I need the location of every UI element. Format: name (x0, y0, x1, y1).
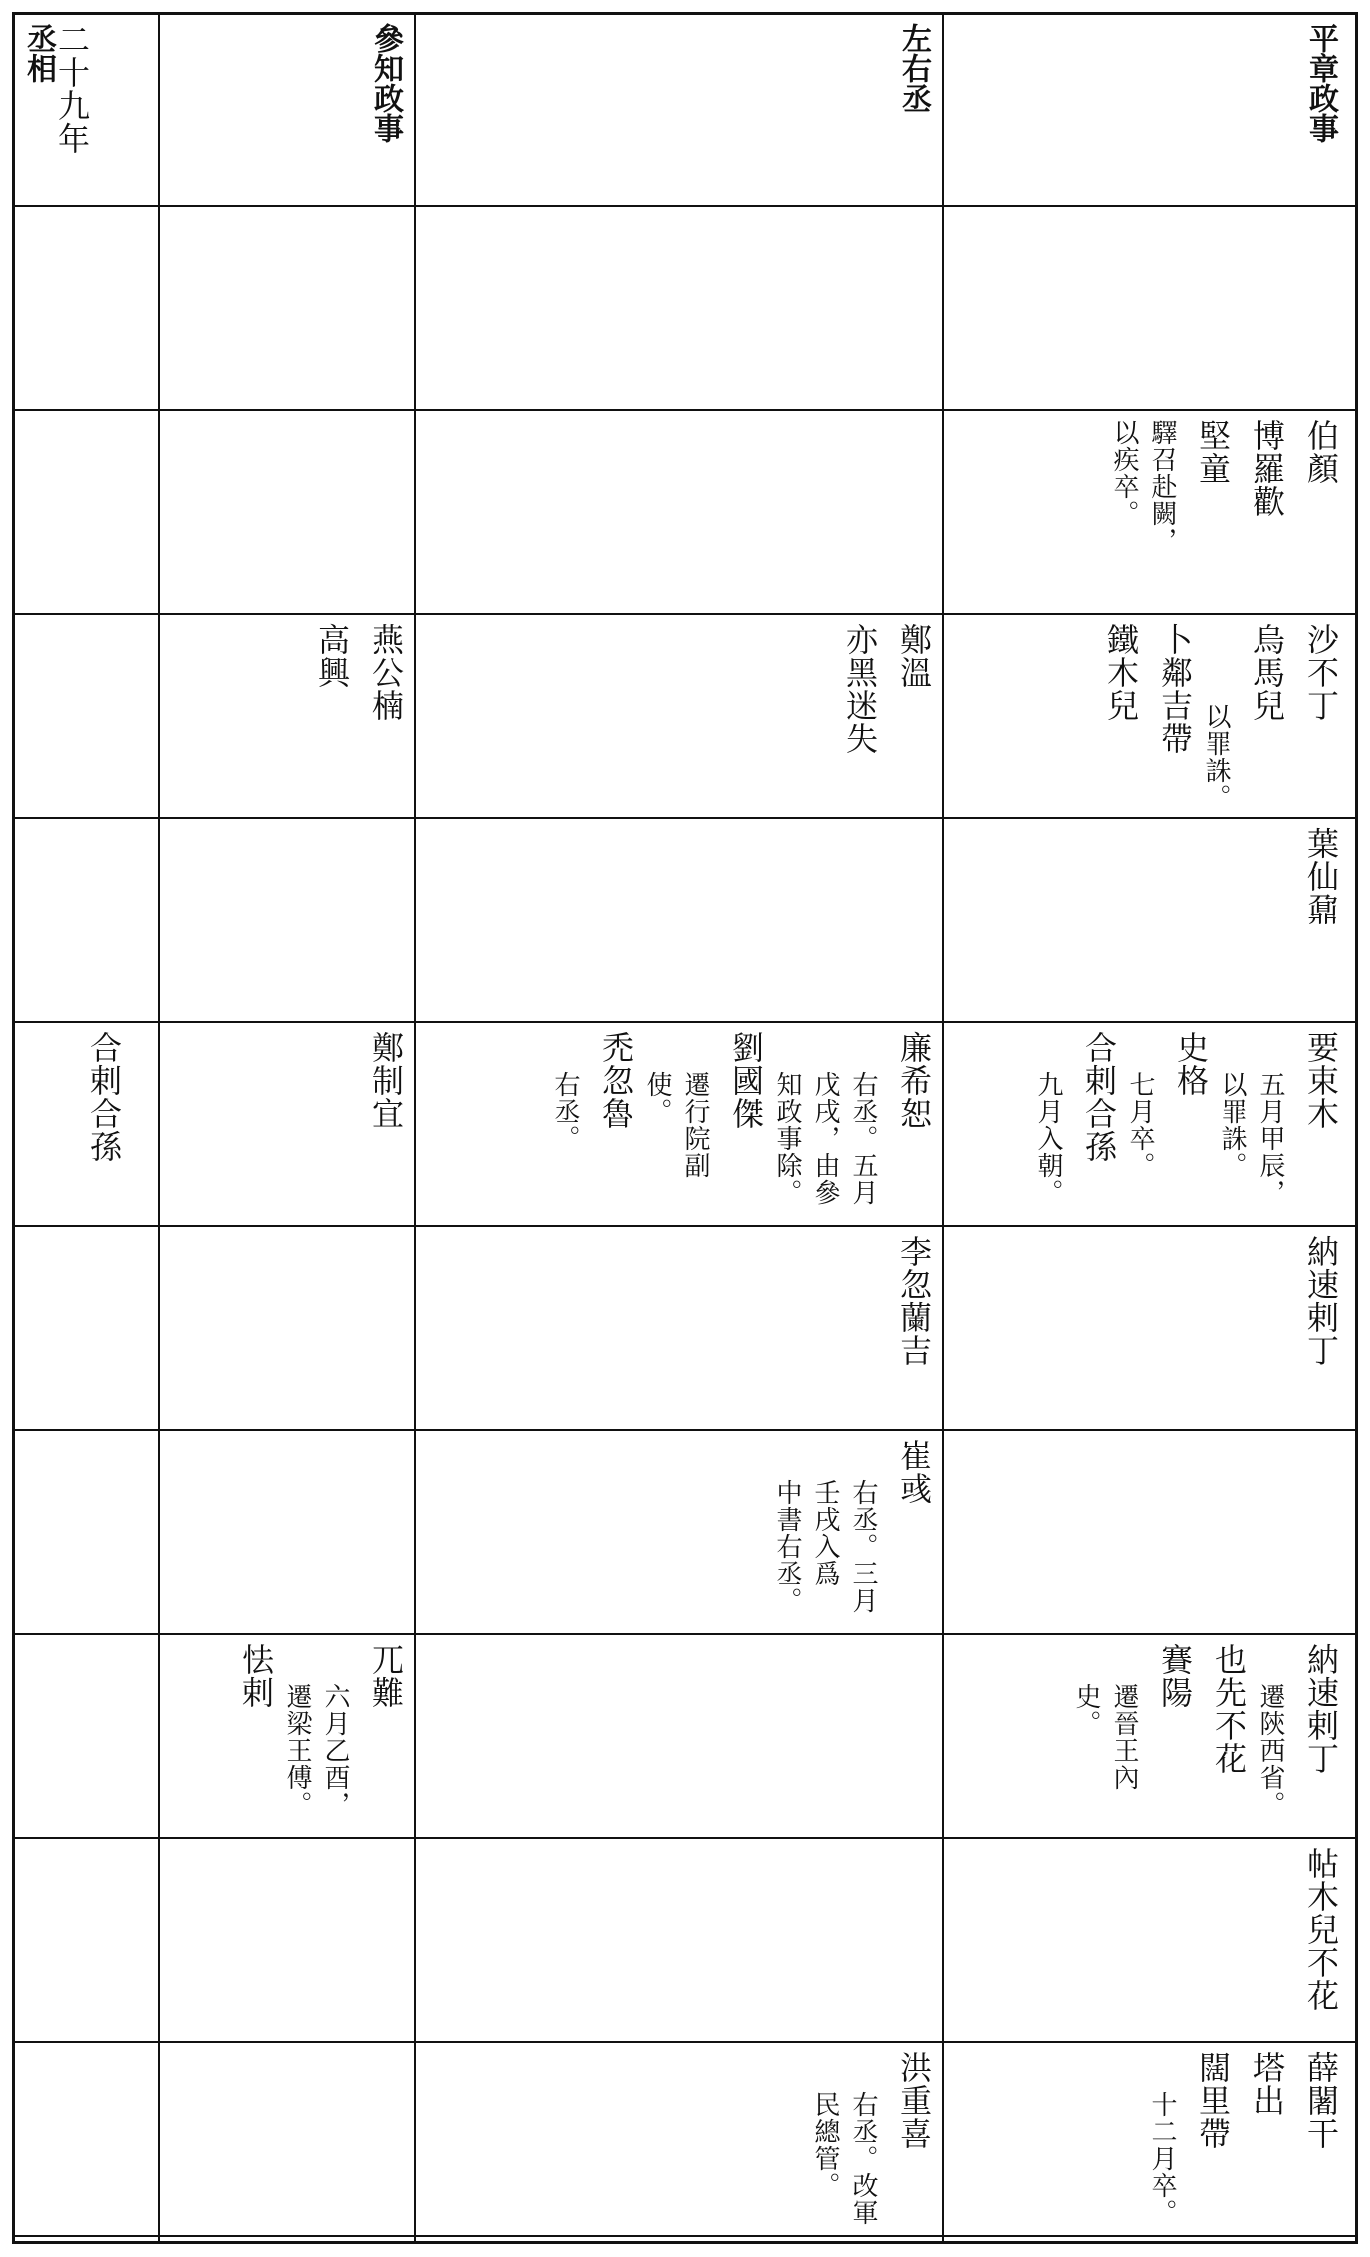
annotation: 民總管。 (810, 2091, 840, 2199)
official-name: 合剌合孫 (85, 1031, 123, 1163)
annotation: 七月卒。 (1125, 1071, 1155, 1179)
header-zuoyou: 左右丞 (896, 23, 931, 113)
annotation: 遷行院副 (680, 1071, 710, 1179)
cell-zuoyou (416, 819, 942, 1021)
official-name: 納速剌丁 (1302, 1235, 1340, 1367)
official-name: 禿忽魯 (597, 1031, 635, 1130)
official-name: 博羅歡 (1248, 419, 1286, 518)
official-name: 洪重喜 (895, 2051, 933, 2150)
row-divider (15, 1225, 1355, 1227)
annotation: 遷陝西省。 (1255, 1683, 1285, 1818)
annotation: 右丞。改軍 (848, 2091, 878, 2226)
cell-chengxiang (15, 615, 158, 817)
cell-zuoyou (416, 207, 942, 409)
official-name: 史格 (1172, 1031, 1210, 1097)
row-divider (15, 2235, 1355, 2237)
header-canzhi: 參知政事 (368, 23, 403, 143)
official-name: 卜鄰吉帶 (1156, 623, 1194, 755)
row-divider (15, 205, 1355, 207)
cell-pingzhang (944, 1635, 1349, 1837)
annotation: 九月入朝。 (1033, 1071, 1063, 1206)
annotation: 六月乙酉， (320, 1683, 350, 1818)
cell-canzhi (160, 411, 414, 613)
cell-zuoyou (416, 411, 942, 613)
cell-chengxiang (15, 411, 158, 613)
cell-zuoyou (416, 1023, 942, 1225)
cell-pingzhang (944, 1839, 1349, 2041)
row-divider (15, 1837, 1355, 1839)
official-name: 李忽蘭吉 (895, 1235, 933, 1367)
cell-chengxiang (15, 1431, 158, 1633)
official-name: 高興 (313, 623, 351, 689)
annotation: 以疾卒。 (1109, 419, 1139, 527)
cell-canzhi (160, 819, 414, 1021)
cell-canzhi (160, 207, 414, 409)
official-name: 崔彧 (895, 1439, 933, 1505)
official-name: 葉仙鼐 (1302, 827, 1340, 926)
cell-canzhi (160, 1023, 414, 1225)
row-divider (15, 2041, 1355, 2043)
cell-canzhi (160, 1431, 414, 1633)
official-name: 廉希恕 (895, 1031, 933, 1130)
annotation: 右丞。五月 (848, 1071, 878, 1206)
cell-pingzhang (944, 819, 1349, 1021)
official-name: 鐵木兒 (1102, 623, 1140, 722)
annotation: 知政事除。 (772, 1071, 802, 1206)
annotation: 以罪誅。 (1201, 703, 1231, 811)
header-year-chengxiang: 二十九年 丞相 (21, 23, 91, 155)
cell-canzhi (160, 615, 414, 817)
annotation: 右丞。三月 (848, 1479, 878, 1614)
cell-chengxiang (15, 1839, 158, 2041)
official-name: 納速剌丁 (1302, 1643, 1340, 1775)
header-pingzhang: 平章政事 (1303, 23, 1338, 143)
annotation: 遷梁王傅。 (282, 1683, 312, 1818)
official-name: 賽陽 (1156, 1643, 1194, 1709)
cell-canzhi (160, 2043, 414, 2245)
official-name: 伯顏 (1302, 419, 1340, 485)
official-name: 帖木兒不花 (1302, 1847, 1340, 2012)
annotation: 驛召赴闕， (1147, 419, 1177, 554)
cell-pingzhang (944, 615, 1349, 817)
official-name: 也先不花 (1210, 1643, 1248, 1775)
cell-zuoyou (416, 2043, 942, 2245)
cell-zuoyou (416, 1839, 942, 2041)
cell-canzhi (160, 1635, 414, 1837)
cell-zuoyou (416, 1635, 942, 1837)
cell-chengxiang (15, 1635, 158, 1837)
cell-canzhi (160, 1227, 414, 1429)
row-divider (15, 1633, 1355, 1635)
annotation: 遷晉王內 (1109, 1683, 1139, 1791)
cell-chengxiang (15, 819, 158, 1021)
annotation: 史。 (1071, 1683, 1101, 1737)
annotation: 壬戌入爲 (810, 1479, 840, 1587)
cell-pingzhang (944, 207, 1349, 409)
cell-pingzhang (944, 2043, 1349, 2245)
row-divider (15, 1021, 1355, 1023)
official-name: 要束木 (1302, 1031, 1340, 1130)
official-name: 堅童 (1194, 419, 1232, 485)
row-divider (15, 409, 1355, 411)
cell-zuoyou (416, 615, 942, 817)
annotation: 十二月卒。 (1147, 2091, 1177, 2226)
official-name: 烏馬兒 (1248, 623, 1286, 722)
official-name: 劉國傑 (727, 1031, 765, 1130)
row-divider (15, 1429, 1355, 1431)
row-divider (15, 817, 1355, 819)
official-name: 鄭制宜 (367, 1031, 405, 1130)
column-divider (414, 15, 416, 2241)
annotation: 五月甲辰， (1255, 1071, 1285, 1206)
cell-canzhi (160, 1839, 414, 2041)
official-name: 闊里帶 (1194, 2051, 1232, 2150)
column-divider (158, 15, 160, 2241)
official-name: 兀難 (367, 1643, 405, 1709)
annotation: 中書右丞。 (772, 1479, 802, 1614)
annotation: 右丞。 (550, 1071, 580, 1152)
cell-zuoyou (416, 1431, 942, 1633)
cell-pingzhang (944, 1431, 1349, 1633)
official-name: 薛闍干 (1302, 2051, 1340, 2150)
official-name: 怯剌 (237, 1643, 275, 1709)
official-name: 亦黑迷失 (841, 623, 879, 755)
official-name: 鄭溫 (895, 623, 933, 689)
cell-chengxiang (15, 207, 158, 409)
register-table (12, 12, 1358, 2244)
cell-chengxiang (15, 1227, 158, 1429)
official-name: 燕公楠 (367, 623, 405, 722)
official-name: 沙不丁 (1302, 623, 1340, 722)
annotation: 以罪誅。 (1217, 1071, 1247, 1179)
cell-pingzhang (944, 411, 1349, 613)
cell-pingzhang (944, 1227, 1349, 1429)
annotation: 戊戌，由參 (810, 1071, 840, 1206)
cell-chengxiang (15, 2043, 158, 2245)
official-name: 合剌合孫 (1080, 1031, 1118, 1163)
cell-zuoyou (416, 1227, 942, 1429)
annotation: 使。 (642, 1071, 672, 1125)
cell-pingzhang (944, 1023, 1349, 1225)
official-name: 塔出 (1248, 2051, 1286, 2117)
cell-chengxiang (15, 1023, 158, 1225)
row-divider (15, 613, 1355, 615)
column-divider (942, 15, 944, 2241)
